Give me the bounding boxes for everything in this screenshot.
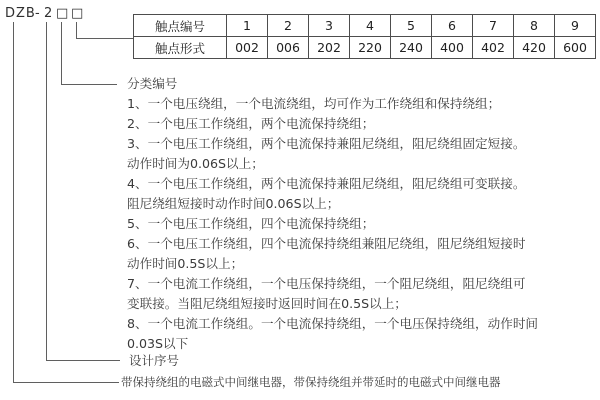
contact-number-cell: 6 [432, 15, 473, 37]
contact-form-cell: 600 [555, 37, 596, 59]
classification-block [127, 74, 538, 354]
model-dash: - [35, 6, 41, 21]
classification-line: 5、一个电压工作绕组，四个电流保持绕组； [127, 216, 375, 231]
classification-line: 阻尼绕组短接时动作时间0.06S以上； [127, 196, 340, 211]
classification-label: 分类编号 [127, 76, 178, 91]
model-placeholder-box-2: □ [71, 6, 85, 21]
contact-number-cell: 8 [514, 15, 555, 37]
classification-line: 8、一个电流工作绕组。一个电流保持绕组，一个电压保持绕组，动作时间 [127, 316, 539, 331]
connector-line-classification-horizontal [61, 84, 117, 85]
design-serial-label: 设计序号 [129, 353, 180, 368]
contact-number-cell: 7 [473, 15, 514, 37]
contact-number-cell: 1 [227, 15, 268, 37]
connector-line-design-serial-horizontal [46, 360, 120, 361]
classification-line: 动作时间为0.06S以上； [127, 156, 264, 171]
model-series: 2 [44, 6, 54, 21]
classification-line: 4、一个电压工作绕组，两个电流保持兼阻尼绕组，阻尼绕组可变联接。 [127, 176, 526, 191]
contact-number-cell: 4 [350, 15, 391, 37]
contact-form-cell: 202 [309, 37, 350, 59]
contact-number-header: 触点编号 [134, 15, 227, 37]
connector-line-relay-description-vertical [13, 22, 14, 382]
contact-number-row [134, 15, 596, 37]
classification-line: 动作时间0.5S以上； [127, 256, 244, 271]
relay-description-label: 带保持绕组的电磁式中间继电器，带保持绕组并带延时的电磁式中间继电器 [121, 375, 501, 389]
classification-line: 6、一个电压工作绕组，四个电流保持绕组兼阻尼绕组，阻尼绕组短接时 [127, 236, 526, 251]
connector-line-design-serial-vertical [46, 22, 47, 360]
connector-line-classification-vertical [61, 22, 62, 84]
contact-form-cell: 220 [350, 37, 391, 59]
contact-number-cell: 3 [309, 15, 350, 37]
classification-line: 1、一个电压绕组，一个电流绕组，均可作为工作绕组和保持绕组； [127, 96, 501, 111]
model-brand: DZB [5, 6, 36, 21]
contact-form-row [134, 37, 596, 59]
contact-form-cell: 002 [227, 37, 268, 59]
model-placeholder-box-1: □ [56, 6, 70, 21]
classification-line: 0.03S以下 [127, 336, 189, 351]
classification-line: 2、一个电压工作绕组，两个电流保持绕组； [127, 116, 375, 131]
contact-table [133, 14, 596, 59]
contact-number-cell: 2 [268, 15, 309, 37]
connector-line-contact-table-horizontal [76, 38, 133, 39]
contact-number-cell: 9 [555, 15, 596, 37]
contact-number-cell: 5 [391, 15, 432, 37]
classification-line: 3、一个电压工作绕组，两个电流保持兼阻尼绕组，阻尼绕组固定短接。 [127, 136, 526, 151]
contact-form-cell: 402 [473, 37, 514, 59]
contact-form-cell: 240 [391, 37, 432, 59]
contact-form-cell: 420 [514, 37, 555, 59]
classification-line: 7、一个电流工作绕组，一个电压保持绕组，一个阻尼绕组，阻尼绕组可 [127, 276, 526, 291]
contact-form-cell: 400 [432, 37, 473, 59]
classification-line: 变联接。当阻尼绕组短接时返回时间在0.5S以上； [127, 296, 407, 311]
contact-form-cell: 006 [268, 37, 309, 59]
connector-line-contact-table-vertical [76, 22, 77, 38]
connector-line-relay-description-horizontal [13, 382, 119, 383]
contact-form-header: 触点形式 [134, 37, 227, 59]
